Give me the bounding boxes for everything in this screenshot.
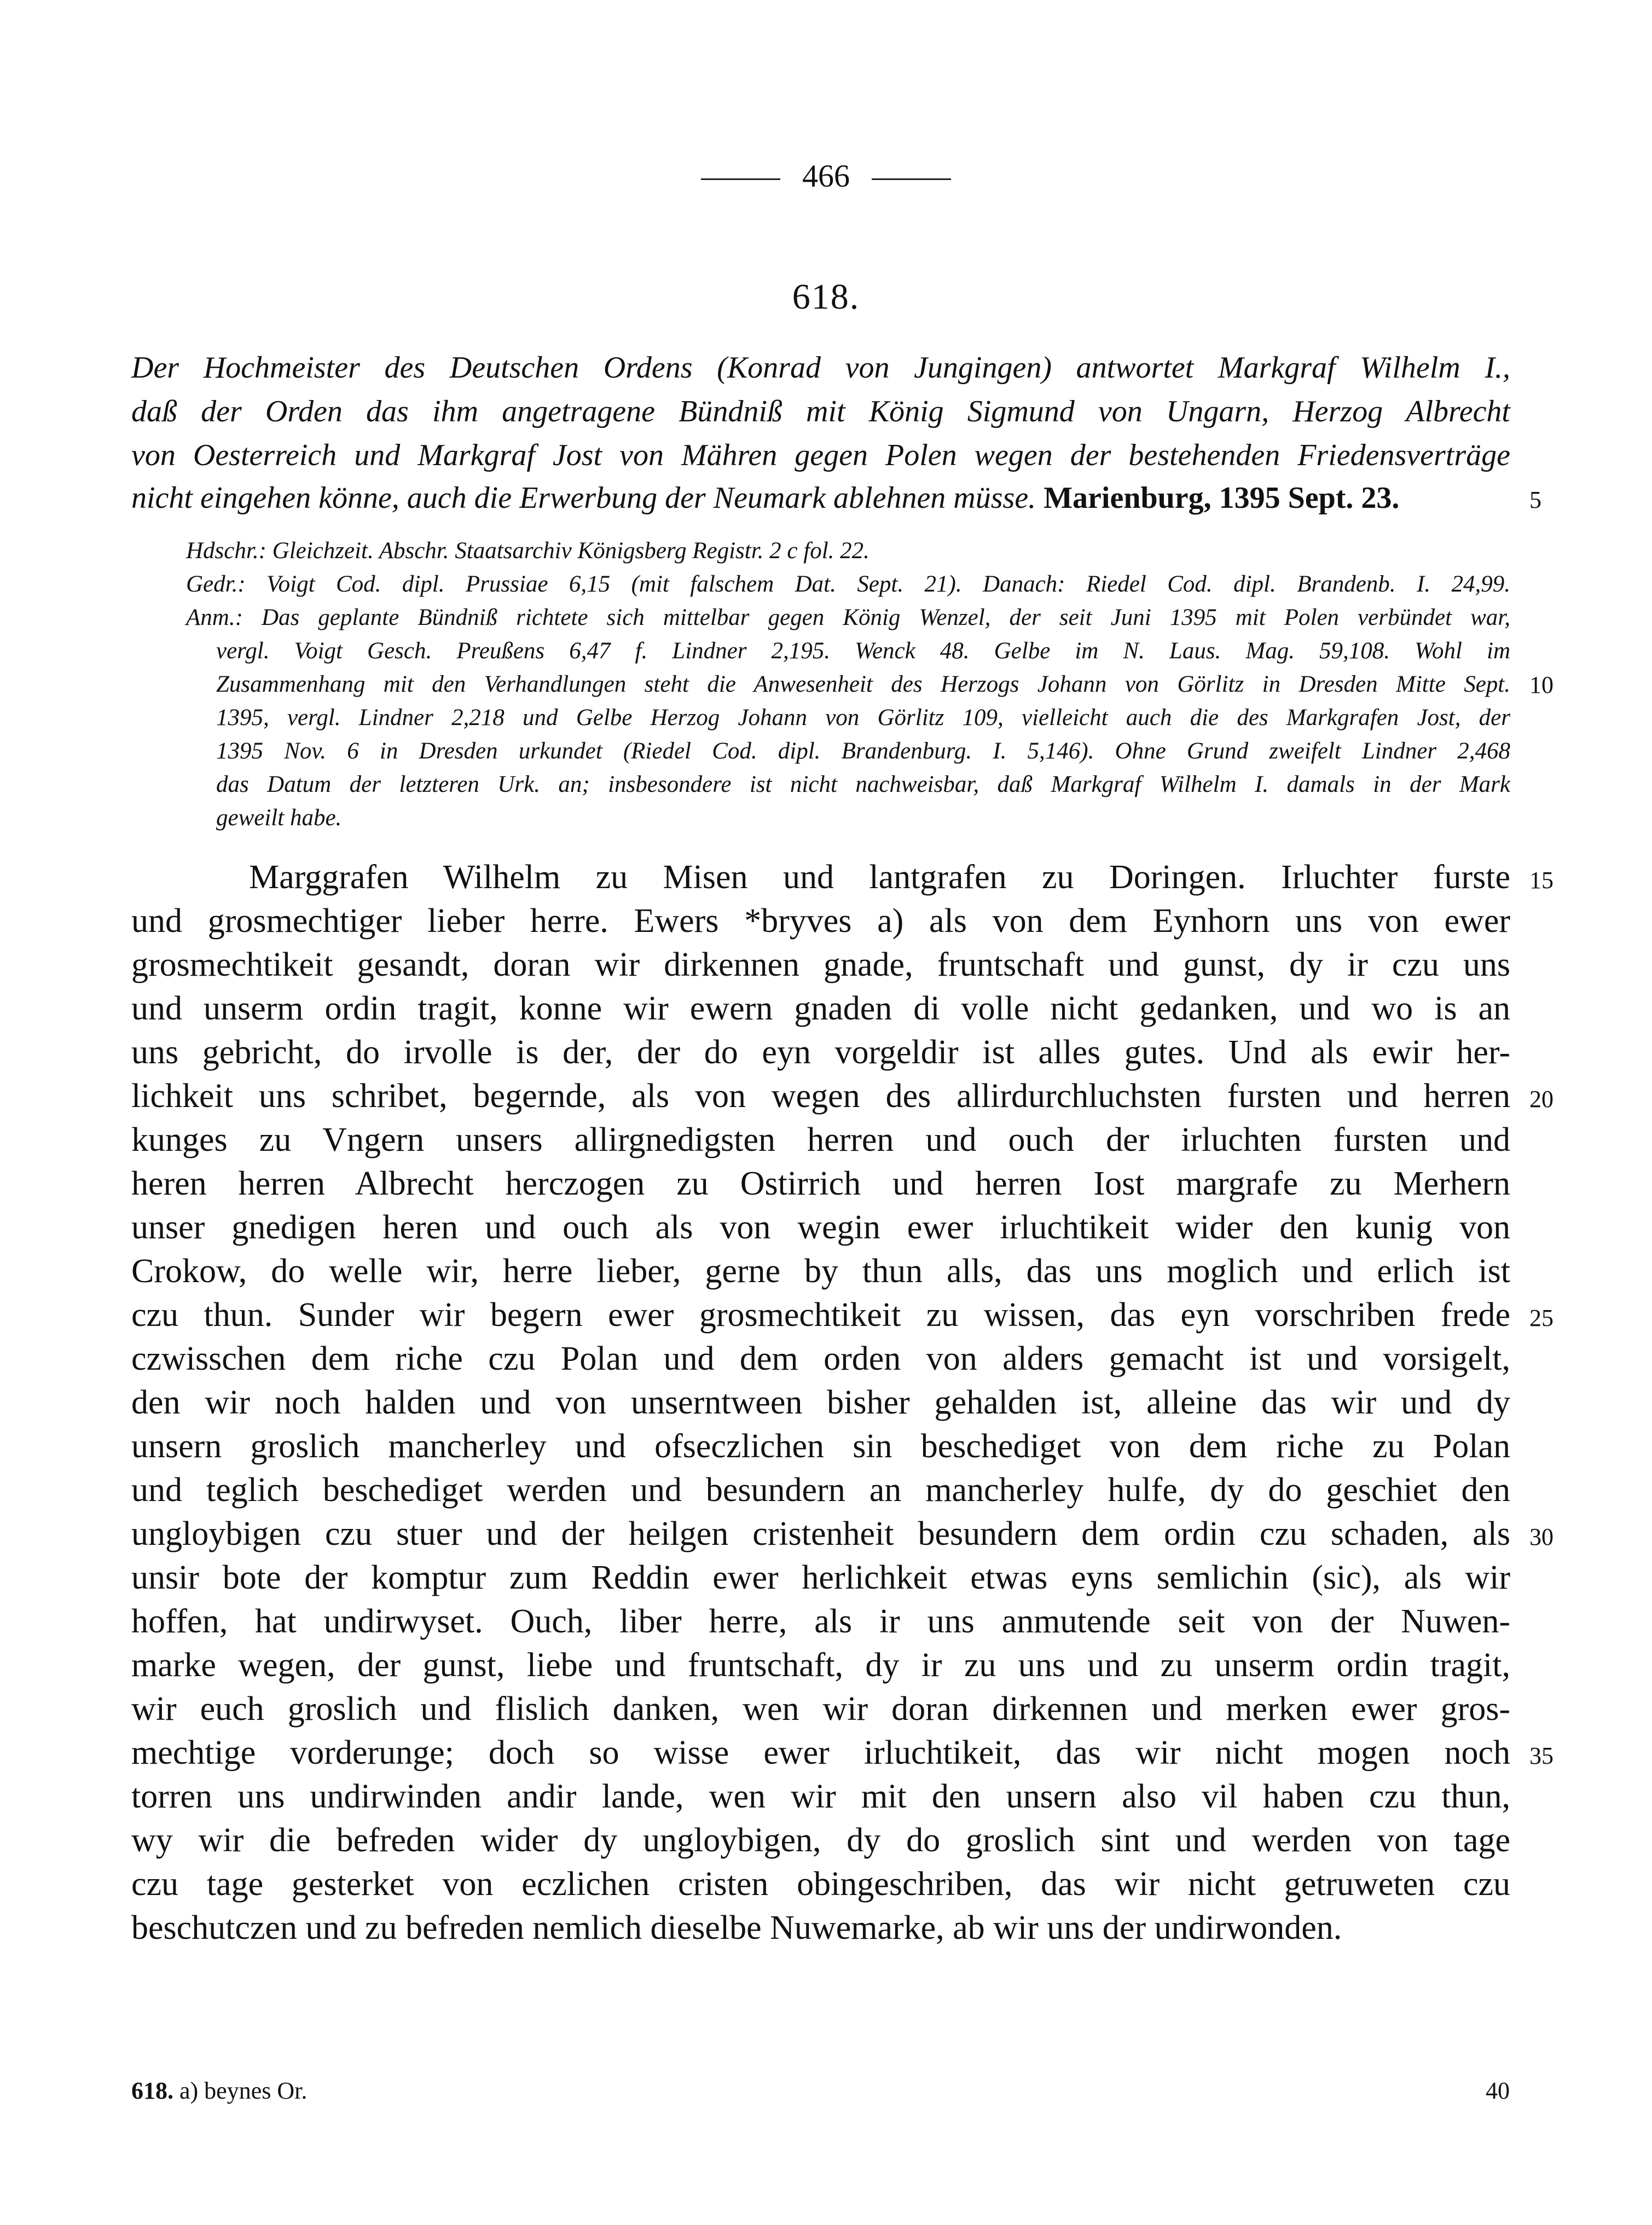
bottom-line-number: 40	[1486, 2077, 1510, 2104]
note-line: Gedr.: Voigt Cod. dipl. Prussiae 6,15 (mit falschem Dat. Sept. 21). Danach: Riedel Cod. dipl. Brandenb. I. 24,99.	[186, 571, 1510, 597]
footnote	[131, 2077, 307, 2105]
note-line: 1395 Nov. 6 in Dresden urkundet (Riedel Cod. dipl. Brandenburg. I. 5,146). Ohne Grund zweifelt Lindner 2,468	[216, 738, 1510, 764]
body-line: unsern groslich mancherley und ofseczlichen sin beschediget von dem riche zu Polan	[131, 1428, 1510, 1465]
document-number: 618.	[792, 277, 860, 317]
body-line: wy wir die befreden wider dy ungloybigen, dy do groslich sint und werden von tage	[131, 1822, 1510, 1859]
body-line: hoffen, hat undirwyset. Ouch, liber herre, als ir uns anmutende seit von der Nuwen-	[131, 1603, 1510, 1640]
body-line: czu tage gesterket von eczlichen cristen obingeschriben, das wir nicht getruweten czu	[131, 1865, 1510, 1903]
body-line: Marggrafen Wilhelm zu Misen und lantgrafen zu Doringen. Irluchter furste	[249, 859, 1510, 896]
footnote-ref: 618.	[131, 2077, 173, 2104]
date-place: Marienburg, 1395 Sept. 23.	[1044, 481, 1400, 515]
body-line: torren uns undirwinden andir lande, wen wir mit den unsern also vil haben czu thun,	[131, 1778, 1510, 1815]
body-line: grosmechtikeit gesandt, doran wir dirkennen gnade, fruntschaft und gunst, dy ir czu uns	[131, 946, 1510, 983]
line-number: 30	[1529, 1523, 1554, 1550]
note-line: Hdschr.: Gleichzeit. Abschr. Staatsarchiv Königsberg Registr. 2 c fol. 22.	[186, 538, 870, 564]
body-line: uns gebricht, do irvolle is der, der do eyn vorgeldir ist alles gutes. Und als ewir her-	[131, 1034, 1510, 1071]
page-number: 466	[802, 158, 850, 194]
body-line: und grosmechtiger lieber herre. Ewers *bryves a) als von dem Eynhorn uns von ewer	[131, 902, 1510, 940]
regest-line: Der Hochmeister des Deutschen Ordens (Konrad von Jungingen) antwortet Markgraf Wilhelm I.,	[131, 351, 1510, 385]
body-line: heren herren Albrecht herczogen zu Ostirrich und herren Iost margrafe zu Merhern	[131, 1165, 1510, 1202]
body-line: czwisschen dem riche czu Polan und dem orden von alders gemacht ist und vorsigelt,	[131, 1340, 1510, 1377]
note-line: vergl. Voigt Gesch. Preußens 6,47 f. Lindner 2,195. Wenck 48. Gelbe im N. Laus. Mag. 59,108. Wohl im	[216, 638, 1510, 664]
body-line: marke wegen, der gunst, liebe und fruntschaft, dy ir zu uns und zu unserm ordin tragit,	[131, 1647, 1510, 1684]
body-line: Crokow, do welle wir, herre lieber, gerne by thun alls, das uns moglich und erlich ist	[131, 1253, 1510, 1290]
header-dash-right	[872, 178, 951, 180]
note-line: 1395, vergl. Lindner 2,218 und Gelbe Herzog Johann von Görlitz 109, vielleicht auch die des Markgrafen Jost, der	[216, 705, 1510, 731]
body-line: czu thun. Sunder wir begern ewer grosmechtikeit zu wissen, das eyn vorschriben frede	[131, 1296, 1510, 1334]
body-line: wir euch groslich und flislich danken, wen wir doran dirkennen und merken ewer gros-	[131, 1690, 1510, 1728]
body-line: unsir bote der komptur zum Reddin ewer herlichkeit etwas eyns semlichin (sic), als wir	[131, 1559, 1510, 1596]
line-number: 20	[1529, 1086, 1554, 1112]
body-line: und unserm ordin tragit, konne wir ewern gnaden di volle nicht gedanken, und wo is an	[131, 990, 1510, 1027]
footnote-text: a) beynes Or.	[179, 2077, 308, 2104]
body-line: ungloybigen czu stuer und der heilgen cristenheit besundern dem ordin czu schaden, als	[131, 1515, 1510, 1552]
line-number: 10	[1529, 671, 1554, 698]
body-line: unser gnedigen heren und ouch als von wegin ewer irluchtikeit wider den kunig von	[131, 1209, 1510, 1246]
body-line: beschutczen und zu befreden nemlich dieselbe Nuwemarke, ab wir uns der undirwonden.	[131, 1909, 1342, 1946]
page-header	[0, 158, 1652, 194]
regest-line: von Oesterreich und Markgraf Jost von Mähren gegen Polen wegen der bestehenden Friedensverträge	[131, 438, 1510, 472]
regest-line: daß der Orden das ihm angetragene Bündniß mit König Sigmund von Ungarn, Herzog Albrecht	[131, 395, 1510, 428]
body-line: kunges zu Vngern unsers allirgnedigsten herren und ouch der irluchten fursten und	[131, 1121, 1510, 1158]
note-line: Zusammenhang mit den Verhandlungen steht die Anwesenheit des Herzogs Johann von Görlitz in Dresden Mitte Sept.	[216, 671, 1510, 697]
note-line: Anm.: Das geplante Bündniß richtete sich mittelbar gegen König Wenzel, der seit Juni 1395 mit Polen verbündet war,	[186, 605, 1510, 630]
body-line: lichkeit uns schribet, begernde, als von wegen des allirdurchluchsten fursten und herren	[131, 1077, 1510, 1115]
regest-line-text: nicht eingehen könne, auch die Erwerbung der Neumark ablehnen müsse.	[131, 481, 1036, 515]
note-line: das Datum der letzteren Urk. an; insbesondere ist nicht nachweisbar, daß Markgraf Wilhelm I. damals in der Mark	[216, 772, 1510, 797]
body-line: den wir noch halden und von unserntween bisher gehalden ist, alleine das wir und dy	[131, 1384, 1510, 1421]
line-number: 25	[1529, 1305, 1554, 1331]
line-number: 15	[1529, 867, 1554, 894]
line-number: 35	[1529, 1742, 1554, 1769]
note-line: geweilt habe.	[216, 805, 342, 831]
line-number: 5	[1529, 486, 1541, 513]
header-dash-left	[701, 178, 780, 180]
body-line: mechtige vorderunge; doch so wisse ewer irluchtikeit, das wir nicht mogen noch	[131, 1734, 1510, 1771]
body-line: und teglich beschediget werden und besundern an mancherley hulfe, dy do geschiet den	[131, 1471, 1510, 1509]
regest-line	[131, 480, 1510, 515]
